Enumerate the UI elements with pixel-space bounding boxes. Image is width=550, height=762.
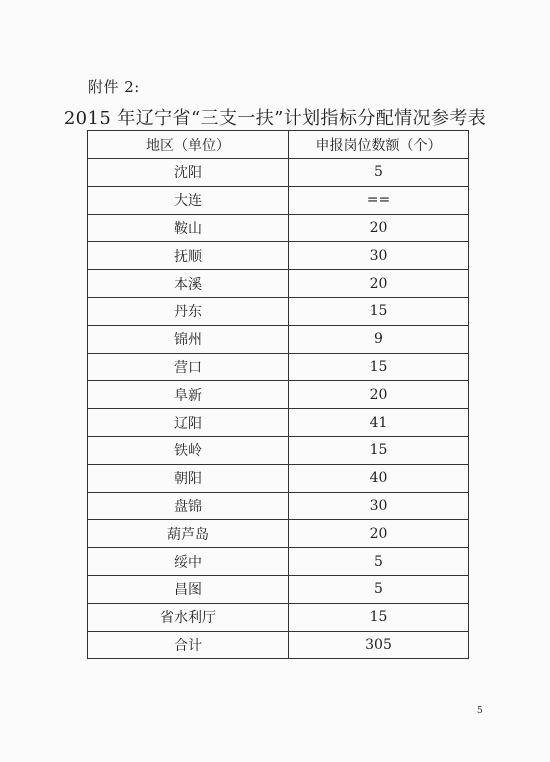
quota-cell: 20 — [289, 214, 469, 242]
table-row — [88, 270, 469, 298]
quota-cell: 41 — [289, 409, 469, 437]
attachment-label: 附件 2: — [88, 78, 140, 96]
quota-cell: 15 — [289, 436, 469, 464]
table-row — [88, 325, 469, 353]
table-row — [88, 464, 469, 492]
page-title: 2015 年辽宁省“三支一扶”计划指标分配情况参考表 — [63, 108, 487, 129]
table-row — [88, 520, 469, 548]
quota-cell: 20 — [289, 381, 469, 409]
table-row — [88, 436, 469, 464]
quota-cell: 30 — [289, 492, 469, 520]
region-cell: 铁岭 — [88, 436, 289, 464]
table-row — [88, 186, 469, 214]
region-cell: 丹东 — [88, 297, 289, 325]
quota-cell: 15 — [289, 297, 469, 325]
region-cell: 朝阳 — [88, 464, 289, 492]
region-cell: 抚顺 — [88, 242, 289, 270]
region-cell: 锦州 — [88, 325, 289, 353]
quota-cell: 30 — [289, 242, 469, 270]
quota-cell: 40 — [289, 464, 469, 492]
table-header-row — [88, 131, 469, 159]
region-cell: 辽阳 — [88, 409, 289, 437]
table-row — [88, 297, 469, 325]
region-cell: 本溪 — [88, 270, 289, 298]
table-row — [88, 492, 469, 520]
quota-cell: 5 — [289, 575, 469, 603]
table-row — [88, 159, 469, 187]
quota-cell: == — [289, 186, 469, 214]
region-cell: 沈阳 — [88, 159, 289, 187]
region-cell: 盘锦 — [88, 492, 289, 520]
table-row — [88, 409, 469, 437]
region-cell: 营口 — [88, 353, 289, 381]
total-value-cell: 305 — [289, 631, 469, 659]
quota-cell: 5 — [289, 159, 469, 187]
table-total-row — [88, 631, 469, 659]
quota-cell: 9 — [289, 325, 469, 353]
table-row — [88, 575, 469, 603]
region-cell: 葫芦岛 — [88, 520, 289, 548]
table-row — [88, 381, 469, 409]
table-row — [88, 214, 469, 242]
allocation-table — [87, 130, 469, 659]
region-cell: 省水利厅 — [88, 603, 289, 631]
region-cell: 昌图 — [88, 575, 289, 603]
quota-cell: 15 — [289, 603, 469, 631]
table-row — [88, 353, 469, 381]
quota-cell: 20 — [289, 270, 469, 298]
region-cell: 鞍山 — [88, 214, 289, 242]
column-header-region: 地区（单位） — [88, 131, 289, 159]
quota-cell: 20 — [289, 520, 469, 548]
page-number: 5 — [477, 706, 483, 716]
total-label-cell: 合计 — [88, 631, 289, 659]
region-cell: 阜新 — [88, 381, 289, 409]
region-cell: 大连 — [88, 186, 289, 214]
table-row — [88, 603, 469, 631]
table-row — [88, 242, 469, 270]
quota-cell: 5 — [289, 548, 469, 576]
region-cell: 绥中 — [88, 548, 289, 576]
quota-cell: 15 — [289, 353, 469, 381]
column-header-quota: 申报岗位数额（个） — [289, 131, 469, 159]
table-row — [88, 548, 469, 576]
